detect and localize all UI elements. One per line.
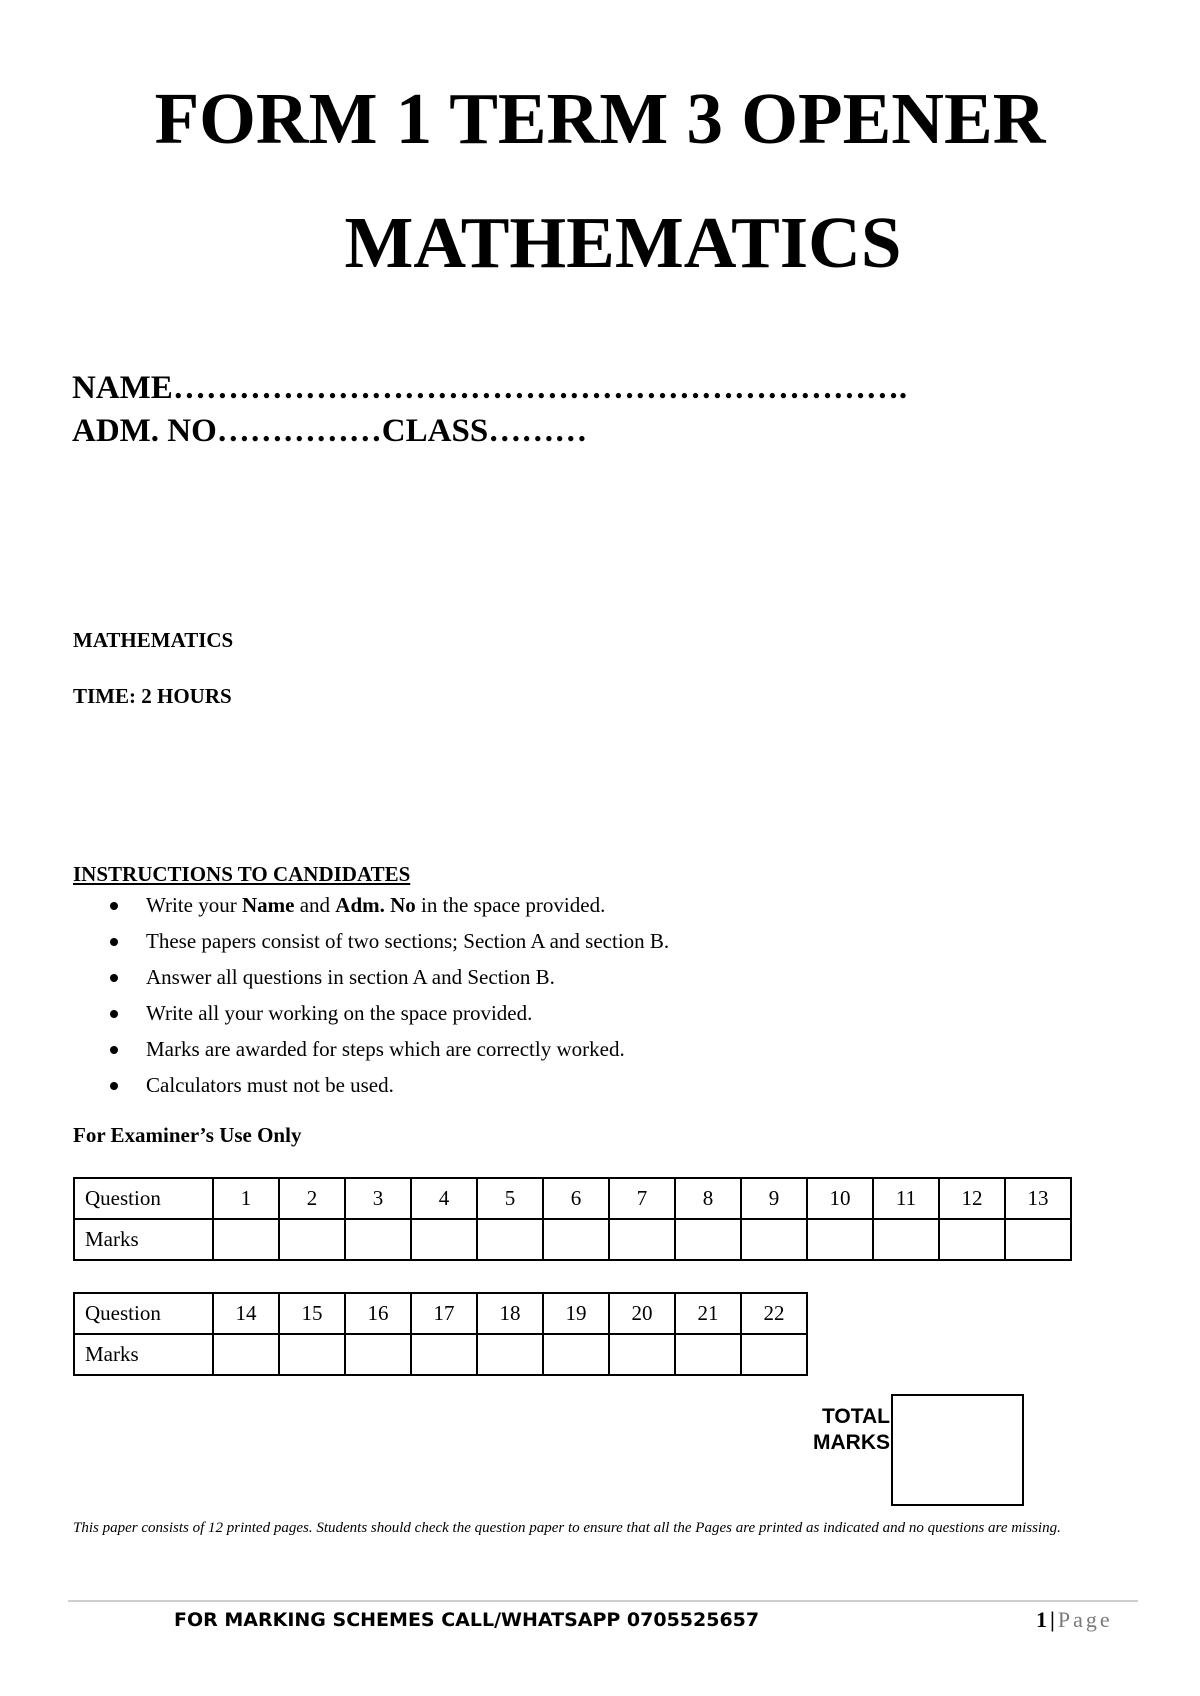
question-number: 7 [609,1178,675,1219]
question-number: 19 [543,1293,609,1334]
question-number: 18 [477,1293,543,1334]
instruction-item: Marks are awarded for steps which are correctly worked. [108,1037,669,1073]
marks-row [74,1334,807,1375]
marks-cell[interactable] [675,1219,741,1260]
marks-cell[interactable] [741,1219,807,1260]
total-marks-box[interactable] [891,1394,1024,1506]
bullet-icon [110,902,118,910]
question-number: 6 [543,1178,609,1219]
bullet-icon [110,1010,118,1018]
question-number: 10 [807,1178,873,1219]
page-number: 1 | Page [1036,1607,1113,1632]
question-row [74,1293,807,1334]
bullet-icon [110,938,118,946]
page-title: FORM 1 TERM 3 OPENER [154,78,1046,159]
instruction-item: These papers consist of two sections; Section A and section B. [108,929,669,965]
question-number: 21 [675,1293,741,1334]
question-number: 8 [675,1178,741,1219]
question-number: 2 [279,1178,345,1219]
marks-row-header: Marks [74,1334,213,1375]
question-number: 1 [213,1178,279,1219]
marks-cell[interactable] [279,1219,345,1260]
question-number: 3 [345,1178,411,1219]
question-number: 22 [741,1293,807,1334]
marks-cell[interactable] [411,1219,477,1260]
footer-text: FOR MARKING SCHEMES CALL/WHATSAPP 0705525657 [174,1609,760,1631]
marks-cell[interactable] [741,1334,807,1375]
marks-cell[interactable] [411,1334,477,1375]
question-row [74,1178,1071,1219]
marks-cell[interactable] [873,1219,939,1260]
instruction-item: Calculators must not be used. [108,1073,669,1109]
marks-cell[interactable] [1005,1219,1071,1260]
marks-cell[interactable] [477,1219,543,1260]
marks-table-1 [73,1177,1072,1261]
marks-cell[interactable] [213,1334,279,1375]
marks-cell[interactable] [543,1334,609,1375]
marks-cell[interactable] [543,1219,609,1260]
total-marks-label: TOTAL MARKS [813,1405,890,1454]
question-row-header: Question [74,1178,213,1219]
pages-note: This paper consists of 12 printed pages. Students should check the question paper to ensure that all the Pages are printed as indicated and no questions are missing. [73,1520,1061,1536]
instructions-heading: INSTRUCTIONS TO CANDIDATES [73,862,411,886]
question-number: 20 [609,1293,675,1334]
marks-cell[interactable] [609,1334,675,1375]
question-number: 14 [213,1293,279,1334]
question-row-header: Question [74,1293,213,1334]
instructions-list [108,893,669,1109]
question-number: 16 [345,1293,411,1334]
question-number: 15 [279,1293,345,1334]
marks-cell[interactable] [279,1334,345,1375]
bullet-icon [110,1046,118,1054]
marks-row [74,1219,1071,1260]
bullet-icon [110,1082,118,1090]
examiner-use-label: For Examiner’s Use Only [73,1123,302,1147]
adm-class-field[interactable]: ADM. NO……………CLASS……… [72,413,588,449]
question-number: 13 [1005,1178,1071,1219]
instruction-item: Write all your working on the space provided. [108,1001,669,1037]
marks-row-header: Marks [74,1219,213,1260]
subject-label: MATHEMATICS [73,628,234,652]
marks-cell[interactable] [213,1219,279,1260]
bullet-icon [110,974,118,982]
time-label: TIME: 2 HOURS [73,684,232,708]
name-field[interactable]: NAME…………………………………………………………. [72,370,908,406]
marks-cell[interactable] [675,1334,741,1375]
subject-title: MATHEMATICS [344,202,902,283]
question-number: 5 [477,1178,543,1219]
instruction-item: Write your Name and Adm. No in the space provided. [108,893,669,929]
marks-cell[interactable] [807,1219,873,1260]
question-number: 11 [873,1178,939,1219]
marks-cell[interactable] [609,1219,675,1260]
marks-cell[interactable] [345,1334,411,1375]
marks-cell[interactable] [345,1219,411,1260]
marks-table-2 [73,1292,808,1376]
question-number: 17 [411,1293,477,1334]
marks-cell[interactable] [939,1219,1005,1260]
question-number: 12 [939,1178,1005,1219]
question-number: 4 [411,1178,477,1219]
question-number: 9 [741,1178,807,1219]
marks-cell[interactable] [477,1334,543,1375]
instruction-item: Answer all questions in section A and Section B. [108,965,669,1001]
footer-divider [68,1600,1138,1602]
